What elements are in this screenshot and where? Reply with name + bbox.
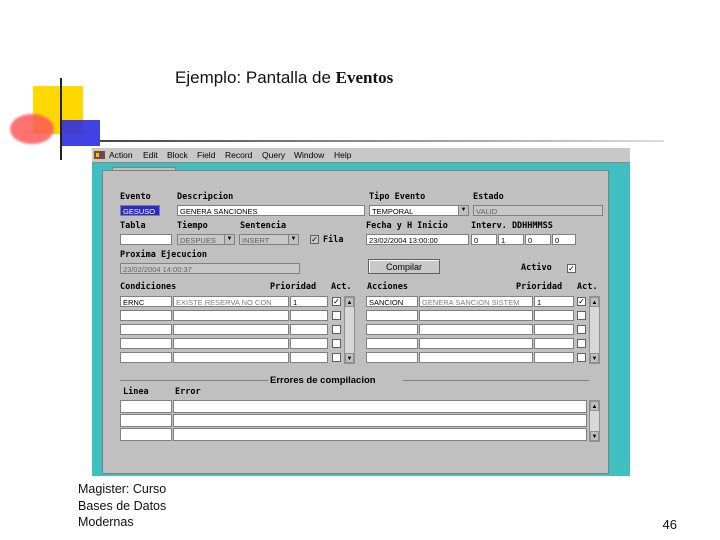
tiempo-field[interactable]: DESPUES	[177, 234, 225, 245]
accion-prioridad-cell[interactable]	[534, 310, 574, 321]
condicion-desc-cell[interactable]	[173, 310, 289, 321]
condicion-act-checkbox[interactable]	[332, 339, 341, 348]
accion-desc-cell[interactable]	[419, 310, 533, 321]
fila-checkbox[interactable]: ✓	[311, 235, 318, 244]
interv-days-field[interactable]: 0	[471, 234, 497, 245]
label-linea: Linea	[123, 387, 149, 397]
footer-line: Bases de Datos	[78, 498, 167, 513]
label-tipo-evento: Tipo Evento	[369, 192, 426, 202]
descripcion-field[interactable]: GENERA SANCIONES	[177, 205, 365, 216]
menu-window[interactable]: Window	[294, 150, 325, 160]
label-condiciones: Condiciones	[120, 282, 177, 292]
app-icon[interactable]	[94, 150, 105, 160]
activo-checkbox[interactable]: ✓	[568, 264, 575, 273]
label-fila: Fila	[323, 235, 344, 245]
decorative-horizontal-line	[100, 140, 664, 142]
proxima-ejecucion-field: 23/02/2004 14:00:37	[120, 263, 300, 274]
menu-record[interactable]: Record	[225, 150, 253, 160]
menu-help[interactable]: Help	[334, 150, 352, 160]
scroll-down-icon[interactable]: ▼	[590, 431, 599, 441]
interv-hours-field[interactable]: 1	[498, 234, 524, 245]
errores-heading: Errores de compilacion	[270, 375, 376, 386]
scroll-up-icon[interactable]: ▲	[590, 401, 599, 411]
slide-title-prefix: Ejemplo: Pantalla de	[175, 68, 336, 87]
scroll-down-icon[interactable]: ▼	[345, 353, 354, 363]
sentencia-field[interactable]: INSERT	[239, 234, 289, 245]
label-descripcion: Descripcion	[177, 192, 234, 202]
condicion-cell[interactable]	[120, 324, 172, 335]
linea-cell[interactable]	[120, 400, 172, 413]
footer-line: Magister: Curso	[78, 482, 167, 496]
accion-cell[interactable]	[366, 338, 418, 349]
condicion-prioridad-cell[interactable]	[290, 324, 328, 335]
label-proxima-ejecucion: Proxima Ejecucion	[120, 250, 207, 260]
condicion-prioridad-cell[interactable]	[290, 352, 328, 363]
menu-bar	[92, 148, 630, 163]
menu-edit[interactable]: Edit	[143, 150, 158, 160]
footer-course-text	[78, 481, 166, 531]
scroll-down-icon[interactable]: ▼	[590, 353, 599, 363]
menu-field[interactable]: Field	[197, 150, 216, 160]
condicion-act-checkbox[interactable]: ✓	[333, 297, 340, 306]
page-number: 46	[662, 517, 677, 532]
accion-act-checkbox[interactable]	[577, 325, 586, 334]
accion-desc-cell[interactable]: GENERA SANCION SISTEM	[419, 296, 533, 307]
label-prioridad-condiciones: Prioridad	[270, 282, 317, 292]
label-act-condiciones: Act.	[331, 282, 352, 292]
app-window	[92, 148, 630, 476]
separator-right	[403, 380, 589, 381]
accion-prioridad-cell[interactable]: 1	[534, 296, 574, 307]
tipo-evento-field[interactable]: TEMPORAL	[369, 205, 459, 216]
condicion-desc-cell[interactable]	[173, 324, 289, 335]
accion-cell[interactable]	[366, 324, 418, 335]
fecha-inicio-field[interactable]: 23/02/2004 13:00:00	[366, 234, 469, 245]
condicion-act-checkbox[interactable]	[332, 311, 341, 320]
compilar-button[interactable]: Compilar	[368, 259, 440, 274]
label-interv: Interv. DDHHMMSS	[471, 221, 553, 231]
separator-left	[120, 380, 268, 381]
accion-prioridad-cell[interactable]	[534, 324, 574, 335]
condicion-cell[interactable]	[120, 338, 172, 349]
accion-act-checkbox[interactable]	[577, 339, 586, 348]
condicion-act-checkbox[interactable]	[332, 353, 341, 362]
condicion-cell[interactable]	[120, 310, 172, 321]
accion-act-checkbox[interactable]: ✓	[578, 297, 585, 306]
condiciones-scrollbar[interactable]	[344, 296, 355, 364]
error-cell[interactable]	[173, 428, 587, 441]
scroll-up-icon[interactable]: ▲	[345, 297, 354, 307]
slide-title-emphasis: Eventos	[335, 68, 394, 87]
label-act-acciones: Act.	[577, 282, 598, 292]
label-evento: Evento	[120, 192, 151, 202]
condicion-prioridad-cell[interactable]	[290, 310, 328, 321]
label-tiempo: Tiempo	[177, 221, 208, 231]
label-activo: Activo	[521, 263, 552, 273]
evento-field[interactable]: GESUSO	[120, 205, 160, 216]
menu-action[interactable]: Action	[109, 150, 133, 160]
accion-prioridad-cell[interactable]	[534, 338, 574, 349]
condicion-prioridad-cell[interactable]: 1	[290, 296, 328, 307]
accion-cell[interactable]: SANCION	[366, 296, 418, 307]
accion-desc-cell[interactable]	[419, 338, 533, 349]
menu-block[interactable]: Block	[167, 150, 188, 160]
condicion-desc-cell[interactable]	[173, 338, 289, 349]
interv-seconds-field[interactable]: 0	[552, 234, 576, 245]
label-error: Error	[175, 387, 201, 397]
tipo-evento-dropdown-icon[interactable]: ▼	[458, 205, 469, 216]
slide-title	[175, 68, 393, 88]
tiempo-dropdown-icon[interactable]: ▼	[224, 234, 235, 245]
condicion-act-checkbox[interactable]	[332, 325, 341, 334]
form-panel	[102, 170, 609, 474]
acciones-scrollbar[interactable]	[589, 296, 600, 364]
accion-desc-cell[interactable]	[419, 324, 533, 335]
label-fecha-inicio: Fecha y H Inicio	[366, 221, 448, 231]
accion-prioridad-cell[interactable]	[534, 352, 574, 363]
linea-cell[interactable]	[120, 428, 172, 441]
decorative-blue-square	[60, 120, 100, 146]
condicion-desc-cell[interactable]	[173, 352, 289, 363]
label-estado: Estado	[473, 192, 504, 202]
accion-act-checkbox[interactable]	[577, 311, 586, 320]
label-prioridad-acciones: Prioridad	[516, 282, 563, 292]
error-cell[interactable]	[173, 400, 587, 413]
condicion-prioridad-cell[interactable]	[290, 338, 328, 349]
tabla-field[interactable]	[120, 234, 172, 245]
footer-line: Modernas	[78, 515, 134, 529]
error-cell[interactable]	[173, 414, 587, 427]
scroll-up-icon[interactable]: ▲	[590, 297, 599, 307]
condicion-desc-cell[interactable]: EXISTE RESERVA NO CON	[173, 296, 289, 307]
label-acciones: Acciones	[367, 282, 408, 292]
label-tabla: Tabla	[120, 221, 146, 231]
accion-act-checkbox[interactable]	[577, 353, 586, 362]
linea-cell[interactable]	[120, 414, 172, 427]
condicion-cell[interactable]: ERNC	[120, 296, 172, 307]
decorative-red-shape	[10, 114, 54, 144]
interv-minutes-field[interactable]: 0	[525, 234, 551, 245]
accion-cell[interactable]	[366, 352, 418, 363]
label-sentencia: Sentencia	[240, 221, 287, 231]
accion-desc-cell[interactable]	[419, 352, 533, 363]
errores-scrollbar[interactable]	[589, 400, 600, 442]
estado-field: VALID	[473, 205, 603, 216]
decorative-vertical-line	[60, 78, 62, 160]
condicion-cell[interactable]	[120, 352, 172, 363]
accion-cell[interactable]	[366, 310, 418, 321]
menu-query[interactable]: Query	[262, 150, 286, 160]
sentencia-dropdown-icon[interactable]: ▼	[288, 234, 299, 245]
